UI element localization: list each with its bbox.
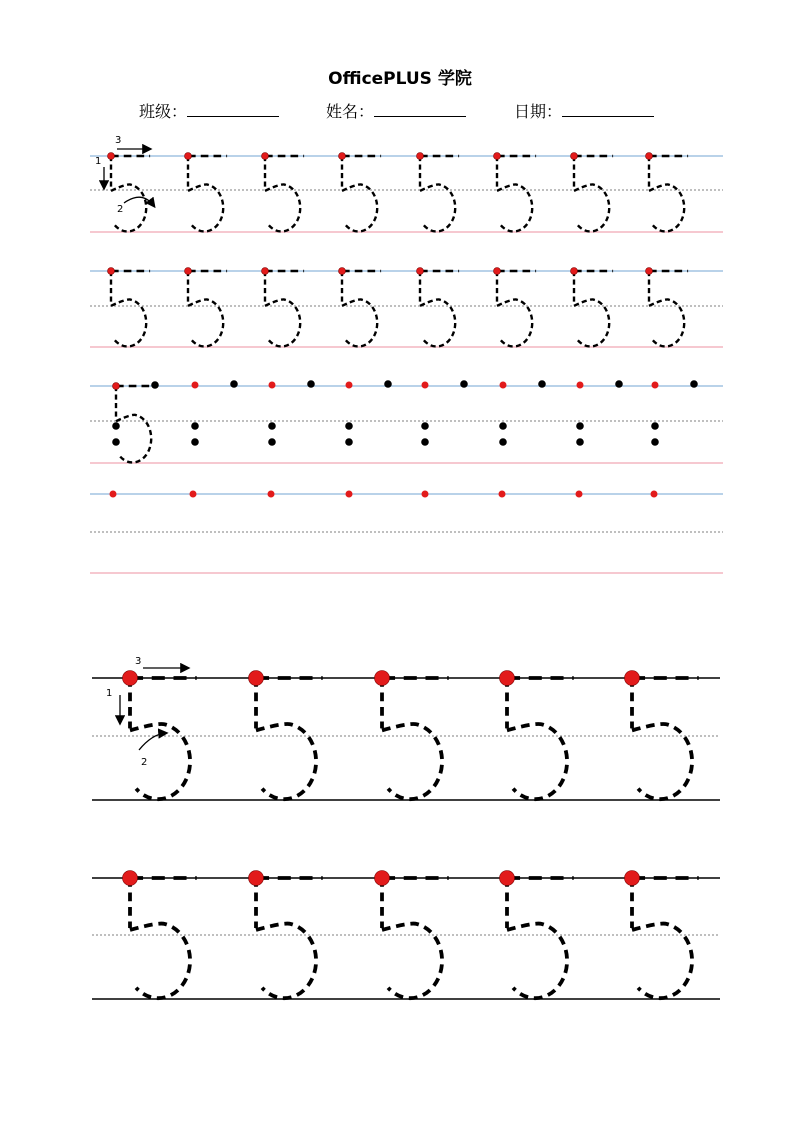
- digit-five-small: [571, 268, 614, 347]
- guide-dot: [421, 438, 429, 446]
- digit-five-small: [646, 268, 689, 347]
- digit-five-small: [417, 153, 460, 232]
- guide-dot: [268, 438, 276, 446]
- digit-five-small: [494, 268, 537, 347]
- start-dot-icon: [185, 153, 192, 160]
- start-dot-icon: [417, 153, 424, 160]
- dot-guide: [576, 380, 623, 446]
- start-dot-icon: [108, 268, 115, 275]
- start-dot-icon: [192, 382, 199, 389]
- start-dot-icon: [571, 268, 578, 275]
- digit-five-large: [123, 871, 197, 999]
- guide-dot: [191, 422, 199, 430]
- digit-five-small: [262, 153, 305, 232]
- start-dot-icon: [346, 382, 353, 389]
- stroke-order-labels: [95, 135, 147, 768]
- guide-dot: [499, 422, 507, 430]
- stroke-label-1-small: 1: [95, 156, 102, 167]
- guide-dot: [191, 438, 199, 446]
- digit-bowl: [574, 299, 609, 346]
- guide-dot: [112, 422, 120, 430]
- digit-bowl: [497, 299, 532, 346]
- start-dot-icon: [123, 871, 138, 886]
- start-dot-icon: [625, 871, 640, 886]
- digit-five-small: [108, 153, 151, 232]
- digit-five-large: [249, 871, 323, 999]
- digit-bowl: [265, 299, 300, 346]
- guide-dot: [112, 438, 120, 446]
- digit-bowl: [497, 184, 532, 231]
- stroke-label-1-large: 1: [106, 688, 113, 699]
- digit-five-large: [375, 871, 449, 999]
- start-dot-icon: [249, 671, 264, 686]
- start-dot-icon: [646, 268, 653, 275]
- start-dot-icon: [113, 383, 120, 390]
- digit-five-small: [339, 153, 382, 232]
- digit-five-large: [625, 671, 699, 800]
- guide-dot: [615, 380, 623, 388]
- digit-bowl: [116, 415, 151, 463]
- start-dot-icon: [268, 491, 275, 498]
- digit-five-small: [108, 268, 151, 347]
- start-dot-icon: [375, 871, 390, 886]
- start-dot-icon: [494, 268, 501, 275]
- start-dot-icon: [422, 491, 429, 498]
- digit-tracings: [108, 153, 699, 999]
- start-dot-icon: [346, 491, 353, 498]
- digit-bowl: [188, 184, 223, 231]
- start-dot-icon: [651, 491, 658, 498]
- guide-dot: [651, 438, 659, 446]
- guide-dot: [690, 380, 698, 388]
- guide-dot: [345, 438, 353, 446]
- guide-dot: [268, 422, 276, 430]
- start-dot-icon: [339, 153, 346, 160]
- arrow-curve-large-icon: [139, 733, 166, 750]
- start-dot-icon: [571, 153, 578, 160]
- start-dot-icon: [123, 671, 138, 686]
- digit-five-large: [249, 671, 323, 800]
- digit-bowl: [256, 724, 316, 799]
- start-dot-icon: [500, 671, 515, 686]
- guide-dot: [384, 380, 392, 388]
- digit-bowl: [342, 299, 377, 346]
- guide-dot: [421, 422, 429, 430]
- start-dot-icon: [494, 153, 501, 160]
- start-dot-icon: [625, 671, 640, 686]
- start-dot-icon: [652, 382, 659, 389]
- guide-dot: [651, 422, 659, 430]
- start-dot-icon: [422, 382, 429, 389]
- digit-five-small: [185, 153, 228, 232]
- digit-five-small: [417, 268, 460, 347]
- start-dot-icon: [417, 268, 424, 275]
- digit-bowl: [574, 184, 609, 231]
- digit-five-small: [185, 268, 228, 347]
- digit-five-small: [646, 153, 689, 232]
- name-label: 姓名：: [326, 102, 375, 121]
- digit-bowl: [649, 299, 684, 346]
- guide-dot: [576, 438, 584, 446]
- start-dot-icon: [500, 871, 515, 886]
- digit-five-large: [500, 871, 574, 999]
- start-dot-icon: [375, 671, 390, 686]
- arrow-curve-small-icon: [124, 197, 154, 206]
- digit-five-large: [375, 671, 449, 800]
- digit-bowl: [507, 724, 567, 799]
- start-dot-icon: [185, 268, 192, 275]
- digit-bowl: [188, 299, 223, 346]
- digit-five-small: [113, 383, 156, 463]
- dot-guide: [191, 380, 238, 446]
- start-dot-icon: [577, 382, 584, 389]
- start-dot-icon: [576, 491, 583, 498]
- dot-guide: [651, 380, 698, 446]
- digit-bowl: [649, 184, 684, 231]
- dot-guide: [345, 380, 392, 446]
- start-dot-icon: [269, 382, 276, 389]
- start-dot-icon: [339, 268, 346, 275]
- digit-bowl: [632, 724, 692, 799]
- digit-bowl: [342, 184, 377, 231]
- digit-five-small: [339, 268, 382, 347]
- start-dot-icon: [110, 491, 117, 498]
- digit-five-large: [500, 671, 574, 800]
- class-label: 班级：: [139, 102, 188, 121]
- guide-dot: [499, 438, 507, 446]
- start-dot-icon: [499, 491, 506, 498]
- guide-dot: [460, 380, 468, 388]
- dot-guide: [421, 380, 468, 446]
- start-dot-icon: [108, 153, 115, 160]
- stroke-label-3-large: 3: [135, 656, 142, 667]
- guide-dot: [307, 380, 315, 388]
- start-dot-icon: [190, 491, 197, 498]
- stroke-order-arrows: [104, 149, 188, 750]
- digit-bowl: [265, 184, 300, 231]
- digit-five-small: [262, 268, 305, 347]
- stroke-label-2-small: 2: [117, 204, 124, 215]
- guide-dot: [538, 380, 546, 388]
- page-title: OfficePLUS 学院: [328, 69, 472, 89]
- digit-bowl: [382, 724, 442, 799]
- guide-dot: [345, 422, 353, 430]
- guide-dot: [151, 381, 159, 389]
- stroke-label-3-small: 3: [115, 135, 122, 146]
- start-dot-icon: [646, 153, 653, 160]
- digit-five-small: [571, 153, 614, 232]
- digit-five-small: [494, 153, 537, 232]
- guide-dot: [576, 422, 584, 430]
- dot-guide: [499, 380, 546, 446]
- start-dot-icon: [262, 153, 269, 160]
- digit-bowl: [420, 184, 455, 231]
- start-dot-icon: [500, 382, 507, 389]
- guide-dot: [230, 380, 238, 388]
- digit-bowl: [130, 724, 190, 799]
- start-dot-icon: [249, 871, 264, 886]
- start-dot-icon: [262, 268, 269, 275]
- digit-bowl: [420, 299, 455, 346]
- digit-five-large: [625, 871, 699, 999]
- stroke-label-2-large: 2: [141, 757, 148, 768]
- digit-bowl: [111, 299, 146, 346]
- date-label: 日期：: [514, 102, 563, 121]
- dot-guide: [268, 380, 315, 446]
